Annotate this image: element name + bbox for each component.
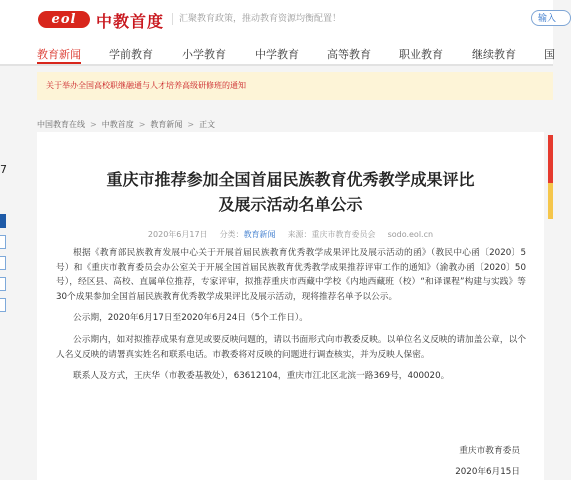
top-header — [0, 0, 557, 38]
site-slogan: 汇聚教育政策，推动教育资源均衡配置！ — [172, 13, 341, 25]
nav-active-indicator — [37, 62, 81, 64]
article-title-line: 重庆市推荐参加全国首届民族教育优秀教学成果评比 — [106, 170, 475, 189]
article-paragraph: 联系人及方式，王庆华（市教委基教处），63612104，重庆市江北区北滨一路369号，400020。 — [73, 371, 450, 382]
search-input[interactable]: 输入 — [531, 10, 571, 26]
article-paragraph: 公示期，2020年6月17日至2020年6月24日（5个工作日）。 — [73, 313, 308, 324]
nav-item-news[interactable]: 教育新闻 — [37, 48, 81, 61]
article-body — [56, 246, 526, 384]
nav-item-secondary[interactable]: 中学教育 — [255, 48, 299, 61]
category-label: 分类： — [219, 230, 244, 239]
article-title-line: 及展示活动名单公示 — [218, 195, 363, 214]
main-nav — [0, 38, 553, 66]
side-counter: 7 — [0, 163, 7, 176]
article-paragraph: 根据《教育部民族教育发展中心关于开展首届民族教育优秀教学成果评比及展示活动的函》（教民中心函〔2020〕5号）和《重庆市教育委员会办公室关于开展全国首届民族教育优秀教学成果推荐评审工作的通知》（渝教办函〔2020〕50号），经区县、高校、直属单位推荐，专家评审，拟推荐重庆市西藏中学校《内地西藏班（校）“和译课程”构建与实践》等30个成果参加全国首届民族教育优秀教学成果评比及展示活动，现将推荐名单予以公示。 — [56, 248, 526, 302]
breadcrumb-item-site[interactable]: 中教首度 — [101, 120, 134, 129]
signoff-date: 2020年6月15日 — [455, 467, 520, 477]
article-source: 来源：重庆市教育委员会 — [287, 230, 376, 239]
side-share-button[interactable] — [0, 256, 6, 270]
notice-link[interactable]: 关于举办全国高校职继融通与人才培养高级研修班的通知 — [46, 81, 246, 90]
signoff-organization: 重庆市教育委员 — [459, 446, 520, 456]
breadcrumb-item-current: 正文 — [199, 120, 216, 129]
nav-item-preschool[interactable]: 学前教育 — [109, 48, 153, 61]
right-ad-strip[interactable] — [548, 135, 553, 183]
right-ad-strip[interactable] — [548, 183, 553, 219]
nav-item-continuing[interactable]: 继续教育 — [472, 48, 516, 61]
category-link[interactable]: 教育新闻 — [243, 230, 276, 239]
side-share-button[interactable] — [0, 214, 6, 228]
article-meta — [37, 229, 544, 240]
breadcrumb-separator: > — [187, 120, 195, 129]
side-share-button[interactable] — [0, 277, 6, 291]
nav-item-vocational[interactable]: 职业教育 — [399, 48, 443, 61]
article-title — [37, 167, 544, 217]
side-share-button[interactable] — [0, 235, 6, 249]
article-card — [37, 132, 544, 480]
breadcrumb-separator: > — [90, 120, 97, 129]
breadcrumb-separator: > — [138, 120, 146, 129]
site-name[interactable]: 中教首度 — [96, 12, 165, 31]
article-paragraph: 公示期内，如对拟推荐成果有意见或要反映问题的，请以书面形式向市教委反映。以单位名义反映的请加盖公章，以个人名义反映的请署真实姓名和联系电话。市教委将对反映的问题进行调查核实，并为反映人保密。 — [56, 334, 526, 360]
breadcrumb-item-section[interactable]: 教育新闻 — [150, 120, 183, 129]
breadcrumb-item-home[interactable]: 中国教育在线 — [37, 120, 85, 129]
nav-item-primary[interactable]: 小学教育 — [182, 48, 226, 61]
article-site: sodo.eol.cn — [387, 230, 434, 239]
side-share-button[interactable] — [0, 298, 6, 312]
nav-item-more[interactable]: 国 — [544, 48, 555, 61]
breadcrumb — [37, 119, 215, 130]
article-date: 2020年6月17日 — [147, 230, 208, 239]
nav-item-higher[interactable]: 高等教育 — [327, 48, 371, 61]
notice-banner — [37, 72, 553, 100]
site-logo[interactable]: eol — [38, 11, 90, 28]
